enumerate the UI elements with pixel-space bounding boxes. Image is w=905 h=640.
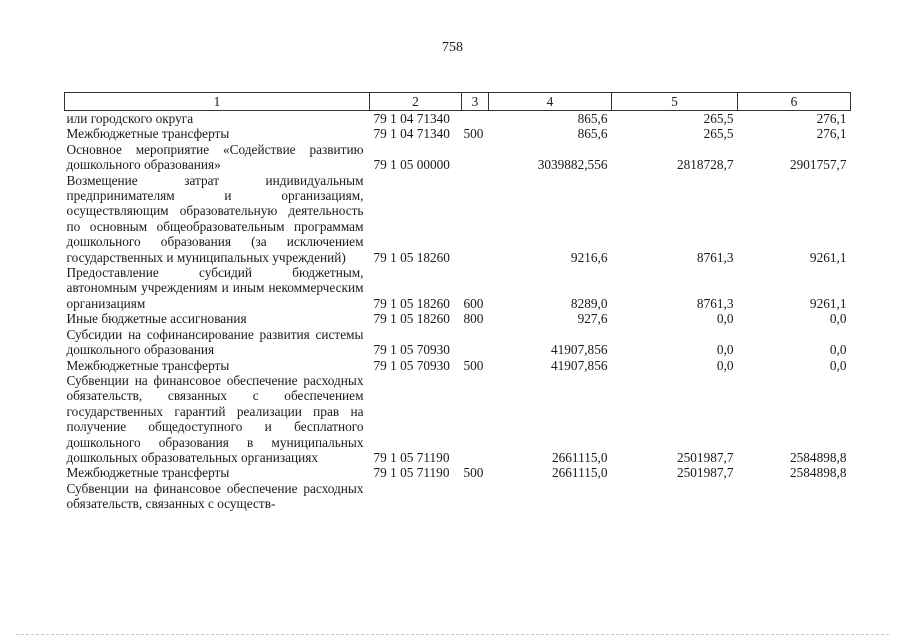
cell-description: Основное мероприятие «Содействие развитию дошкольного образования» <box>66 141 364 173</box>
table-row <box>65 111 851 127</box>
cell-amount-col5: 0,0 <box>716 311 734 327</box>
header-col-6: 6 <box>738 93 851 111</box>
cell-expense-type <box>462 142 489 173</box>
cell-classification-code: 79 1 04 71340 <box>373 111 450 126</box>
cell-amount-col4: 8289,0 <box>570 295 608 311</box>
cell-amount-col4: 865,6 <box>577 126 608 142</box>
cell-amount-col6: 9261,1 <box>809 295 847 311</box>
cell-amount-col6: 0,0 <box>829 342 847 358</box>
cell-amount-col4: 2661115,0 <box>551 465 608 481</box>
cell-amount-col6: 0,0 <box>829 357 847 373</box>
cell-classification-code <box>370 481 462 512</box>
header-col-2: 2 <box>370 93 462 111</box>
cell-description: Субвенции на финансовое обеспечение расходных обязательств, связанных с обеспечением государственных гарантий реализации прав на получение общедоступного и бесплатного дошкольного образования в муниципальных дошкольных образовательных организациях <box>66 372 364 465</box>
cell-expense-type <box>462 373 489 465</box>
cell-amount-col5: 265,5 <box>703 126 734 142</box>
table-row <box>65 265 851 311</box>
cell-expense-type <box>462 173 489 265</box>
cell-amount-col6: 2584898,8 <box>789 465 847 481</box>
cell-classification-code: 79 1 05 00000 <box>373 157 450 173</box>
cell-amount-col5: 265,5 <box>703 111 734 126</box>
cell-amount-col4: 927,6 <box>577 311 608 327</box>
cell-amount-col5: 2501987,7 <box>676 465 734 481</box>
cell-expense-type: 600 <box>463 295 484 311</box>
table-header <box>65 93 851 111</box>
cell-amount-col6: 2901757,7 <box>789 157 847 173</box>
table-row <box>65 465 851 480</box>
cell-amount-col5 <box>612 481 738 512</box>
cell-description: Предоставление субсидий бюджетным, автономным учреждениям и иным некоммерческим организациям <box>66 265 364 311</box>
cell-expense-type: 500 <box>463 465 484 481</box>
cell-amount-col4: 865,6 <box>577 111 608 126</box>
cell-description: Субсидии на софинансирование развития системы дошкольного образования <box>66 326 364 358</box>
cell-expense-type <box>462 481 489 512</box>
scan-bottom-edge <box>16 634 889 635</box>
cell-amount-col5: 0,0 <box>716 357 734 373</box>
cell-classification-code: 79 1 05 18260 <box>373 249 450 265</box>
header-col-3: 3 <box>462 93 489 111</box>
table-body <box>65 111 851 512</box>
cell-description: или городского округа <box>66 111 194 126</box>
cell-classification-code: 79 1 04 71340 <box>373 126 450 142</box>
cell-description: Межбюджетные трансферты <box>66 465 230 481</box>
cell-amount-col5: 8761,3 <box>696 295 734 311</box>
cell-amount-col6: 276,1 <box>816 111 847 126</box>
cell-amount-col6: 9261,1 <box>809 249 847 265</box>
cell-amount-col5: 0,0 <box>716 342 734 358</box>
table-row <box>65 142 851 173</box>
cell-classification-code: 79 1 05 71190 <box>373 449 450 465</box>
cell-expense-type: 800 <box>463 311 484 327</box>
cell-classification-code: 79 1 05 18260 <box>373 295 450 311</box>
table-row <box>65 373 851 465</box>
cell-description: Межбюджетные трансферты <box>66 126 230 142</box>
table-row <box>65 311 851 326</box>
page-number: 758 <box>442 40 463 55</box>
table-row <box>65 358 851 373</box>
cell-amount-col4 <box>489 481 612 512</box>
cell-amount-col5: 2501987,7 <box>676 449 734 465</box>
cell-classification-code: 79 1 05 18260 <box>373 311 450 327</box>
table-row <box>65 126 851 141</box>
cell-amount-col4: 41907,856 <box>550 357 608 373</box>
table-row <box>65 173 851 265</box>
table-row <box>65 481 851 512</box>
header-col-4: 4 <box>489 93 612 111</box>
cell-amount-col4: 41907,856 <box>550 342 608 358</box>
table-row <box>65 327 851 358</box>
cell-classification-code: 79 1 05 70930 <box>373 342 450 358</box>
cell-description: Возмещение затрат индивидуальным предпринимателям и организациям, осуществляющим образовательную деятельность по основным общеобразовательным программам дошкольного образования (за исключением государственных и муниципальных учреждений) <box>66 172 364 265</box>
cell-classification-code: 79 1 05 71190 <box>373 465 450 481</box>
cell-expense-type: 500 <box>463 126 484 142</box>
budget-table <box>64 92 851 512</box>
cell-expense-type: 500 <box>463 357 484 373</box>
cell-amount-col4: 9216,6 <box>570 249 608 265</box>
cell-amount-col4: 3039882,556 <box>537 157 608 173</box>
cell-amount-col6 <box>738 481 851 512</box>
cell-description: Субвенции на финансовое обеспечение расходных обязательств, связанных с осуществ- <box>66 480 364 512</box>
cell-description: Иные бюджетные ассигнования <box>66 311 247 327</box>
cell-expense-type <box>462 111 489 127</box>
header-col-1: 1 <box>65 93 370 111</box>
cell-description: Межбюджетные трансферты <box>66 357 230 373</box>
cell-amount-col4: 2661115,0 <box>551 449 608 465</box>
cell-expense-type <box>462 327 489 358</box>
cell-amount-col6: 276,1 <box>816 126 847 142</box>
cell-amount-col6: 0,0 <box>829 311 847 327</box>
header-col-5: 5 <box>612 93 738 111</box>
cell-amount-col5: 2818728,7 <box>676 157 734 173</box>
cell-amount-col5: 8761,3 <box>696 249 734 265</box>
cell-amount-col6: 2584898,8 <box>789 449 847 465</box>
cell-classification-code: 79 1 05 70930 <box>373 357 450 373</box>
